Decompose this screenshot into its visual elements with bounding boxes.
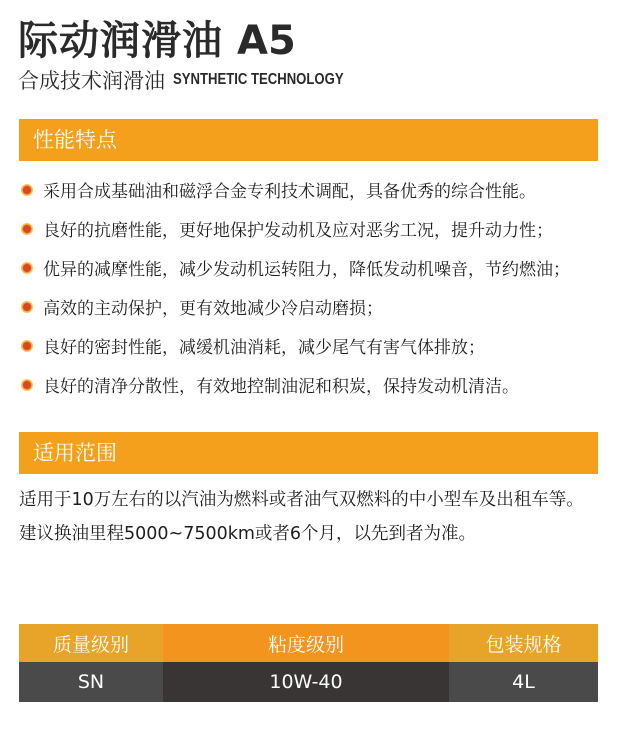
bullet-icon xyxy=(22,380,32,390)
value-package-size: 4L xyxy=(449,662,598,702)
bullet-icon xyxy=(22,341,32,351)
product-subtitle xyxy=(18,66,381,94)
header-package-size: 包装规格 xyxy=(449,624,598,662)
bullet-icon xyxy=(22,302,32,312)
scope-paragraph: 适用于10万左右的以汽油为燃料或者油气双燃料的中小型车及出租车等。 xyxy=(19,490,584,510)
product-model: A5 xyxy=(237,18,296,64)
bullet-icon xyxy=(22,224,32,234)
product-title-row xyxy=(18,14,296,64)
feature-list xyxy=(22,170,612,404)
subtitle-english: SYNTHETIC TECHNOLOGY xyxy=(173,71,344,88)
value-quality-grade: SN xyxy=(19,662,163,702)
header-viscosity-grade: 粘度级别 xyxy=(163,624,449,662)
spec-table xyxy=(19,624,598,702)
header-quality-grade: 质量级别 xyxy=(19,624,163,662)
list-item: 良好的密封性能，减缓机油消耗，减少尾气有害气体排放； xyxy=(22,326,612,365)
table-row xyxy=(19,662,598,702)
value-viscosity-grade: 10W-40 xyxy=(163,662,449,702)
bullet-icon xyxy=(22,185,32,195)
list-item: 良好的清净分散性，有效地控制油泥和积炭，保持发动机清洁。 xyxy=(22,365,612,404)
subtitle-chinese: 合成技术润滑油 xyxy=(18,69,165,93)
bullet-icon xyxy=(22,263,32,273)
list-item: 采用合成基础油和磁浮合金专利技术调配，具备优秀的综合性能。 xyxy=(22,170,612,209)
product-title: 际动润滑油 xyxy=(18,18,223,64)
list-item: 良好的抗磨性能，更好地保护发动机及应对恶劣工况，提升动力性； xyxy=(22,209,612,248)
scope-paragraph: 建议换油里程5000~7500km或者6个月，以先到者为准。 xyxy=(19,524,477,544)
table-header-row xyxy=(19,624,598,662)
scope-heading: 适用范围 xyxy=(33,441,117,465)
features-heading: 性能特点 xyxy=(33,128,117,152)
list-item: 优异的减摩性能，减少发动机运转阻力，降低发动机噪音，节约燃油； xyxy=(22,248,612,287)
scope-text xyxy=(19,483,609,551)
features-banner xyxy=(19,119,598,161)
list-item: 高效的主动保护，更有效地减少冷启动磨损； xyxy=(22,287,612,326)
scope-banner xyxy=(19,432,598,474)
